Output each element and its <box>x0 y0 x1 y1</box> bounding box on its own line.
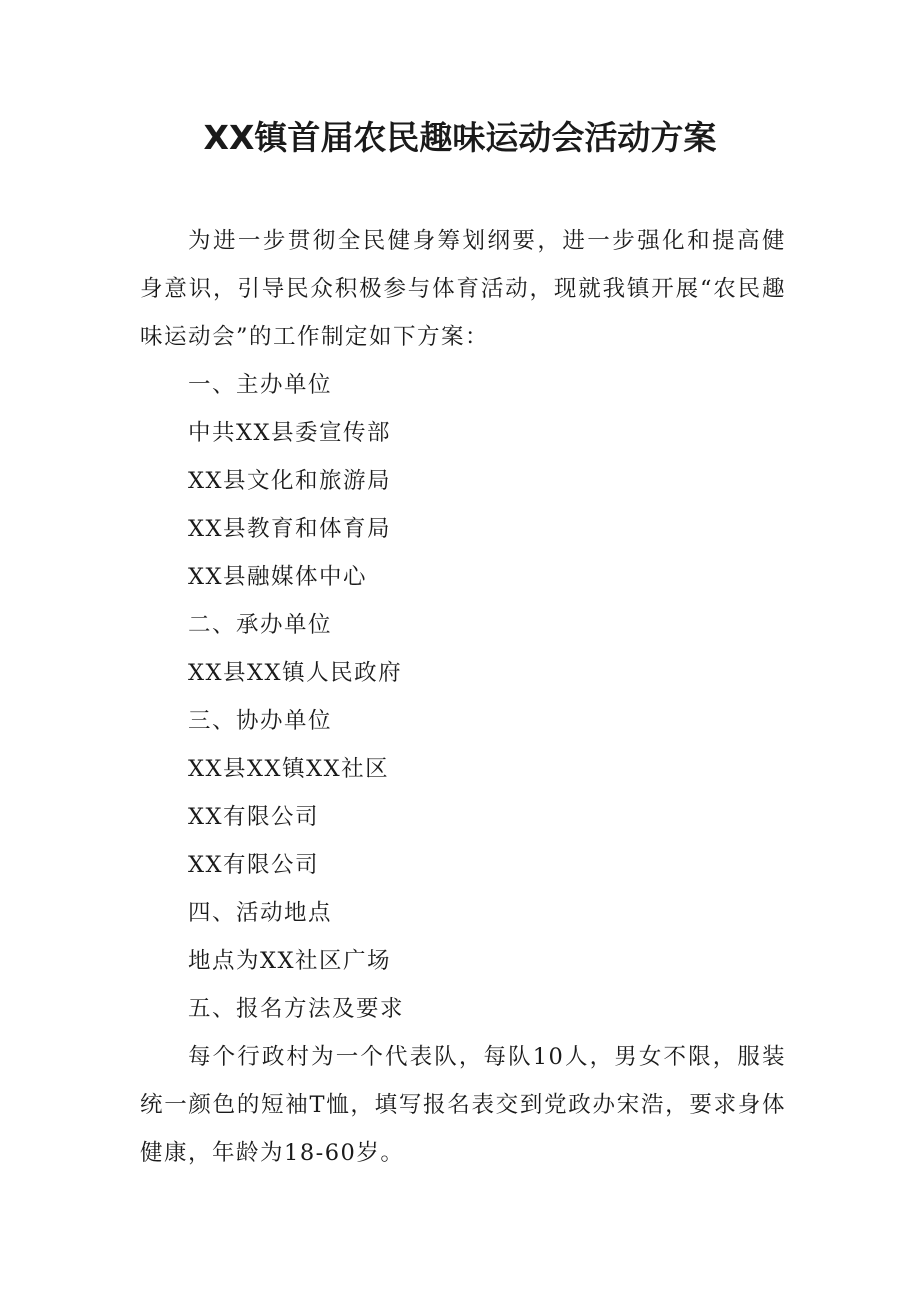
undertaker-item: XX县XX镇人民政府 <box>188 660 403 686</box>
section-heading-co-organizers: 三、协办单位 <box>188 708 333 734</box>
organizer-item: XX县教育和体育局 <box>188 516 392 542</box>
section-heading-registration: 五、报名方法及要求 <box>188 996 405 1022</box>
organizer-item: XX县融媒体中心 <box>188 564 368 590</box>
section-heading-organizers: 一、主办单位 <box>188 372 333 398</box>
organizer-item: 中共XX县委宣传部 <box>188 420 392 446</box>
co-organizer-item: XX有限公司 <box>188 804 320 830</box>
document-title: XX镇首届农民趣味运动会活动方案 <box>203 118 717 157</box>
venue-item: 地点为XX社区广场 <box>188 948 392 974</box>
co-organizer-item: XX有限公司 <box>188 852 320 878</box>
intro-paragraph: 为进一步贯彻全民健身筹划纲要，进一步强化和提高健身意识，引导民众积极参与体育活动，现就我镇开展“农民趣味运动会”的工作制定如下方案： <box>140 228 786 350</box>
organizer-item: XX县文化和旅游局 <box>188 468 392 494</box>
section-heading-undertaker: 二、承办单位 <box>188 612 333 638</box>
section-heading-venue: 四、活动地点 <box>188 900 333 926</box>
co-organizer-item: XX县XX镇XX社区 <box>188 756 390 782</box>
registration-paragraph: 每个行政村为一个代表队，每队10人，男女不限，服装统一颜色的短袖T恤，填写报名表交到党政办宋浩，要求身体健康，年龄为18-60岁。 <box>140 1044 786 1166</box>
document-body <box>140 217 786 1177</box>
